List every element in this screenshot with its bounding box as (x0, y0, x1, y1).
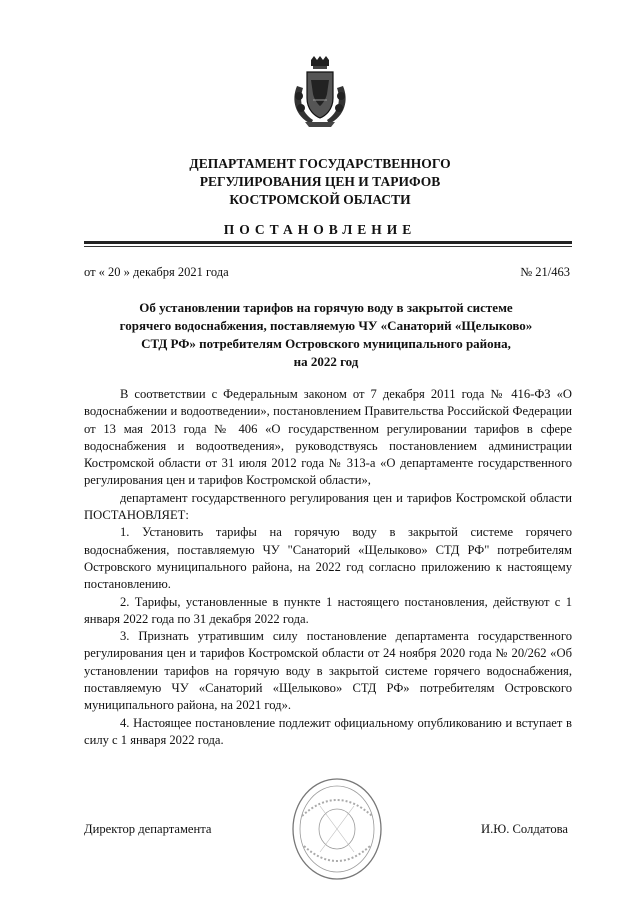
department-name (0, 155, 640, 209)
title-line: СТД РФ» потребителям Островского муниципального района, (141, 336, 511, 351)
paragraph-preamble: В соответствии с Федеральным законом от 7 декабря 2011 года № 416-ФЗ «О водоснабжении и водоотведении», постановлением Правительства Российской Федерации от 13 мая 2013 года № 406 «О государственном регулировании тарифов в сфере водоснабжения и водоотведения», руководствуясь постановлением администрации Костромской области от 31 июля 2012 года № 313-а «О департаменте государственного регулирования цен и тарифов Костромской области», (84, 387, 572, 488)
department-line: КОСТРОМСКОЙ ОБЛАСТИ (229, 192, 411, 207)
header-divider-thick (84, 241, 572, 244)
signatory-position: Директор департамента (84, 822, 212, 836)
paragraph-item-3: 3. Признать утратившим силу постановление департамента государственного регулирования цен и тарифов Костромской области от 24 ноября 2020 года № 20/262 «Об установлении тарифов на горячую воду в закрытой системе горячего водоснабжения, поставляемую ЧУ «Санаторий «Щелыково» СТД РФ» потребителям Островского муниципального района, на 2021 год». (84, 629, 572, 713)
paragraph-item-1: 1. Установить тарифы на горячую воду в закрытой системе горячего водоснабжения, поставляемую ЧУ "Санаторий «Щелыково» СТД РФ" потребителям Островского муниципального района, на 2022 год согласно приложению к настоящему постановлению. (84, 525, 572, 592)
title-line: Об установлении тарифов на горячую воду в закрытой системе (139, 300, 513, 315)
document-date: от « 20 » декабря 2021 года (84, 265, 229, 279)
coat-of-arms-icon (291, 56, 349, 128)
official-stamp-icon (290, 776, 384, 882)
header-divider-thin (84, 246, 572, 247)
department-line: РЕГУЛИРОВАНИЯ ЦЕН И ТАРИФОВ (199, 174, 441, 189)
paragraph-resolves: департамент государственного регулирования цен и тарифов Костромской области ПОСТАНОВЛЯЕТ: (84, 490, 572, 523)
document-title (80, 299, 572, 371)
title-line: на 2022 год (293, 354, 359, 369)
document-type: ПОСТАНОВЛЕНИЕ (223, 222, 417, 237)
signatory-name: И.Ю. Солдатова (481, 822, 568, 836)
paragraph-item-2: 2. Тарифы, установленные в пункте 1 настоящего постановления, действуют с 1 января 2022 года по 31 декабря 2022 года. (84, 594, 572, 626)
department-line: ДЕПАРТАМЕНТ ГОСУДАРСТВЕННОГО (189, 156, 451, 171)
title-line: горячего водоснабжения, поставляемую ЧУ «Санаторий «Щелыково» (119, 318, 533, 333)
document-number: № 21/463 (520, 265, 570, 279)
document-body (84, 386, 572, 749)
paragraph-item-4: 4. Настоящее постановление подлежит официальному опубликованию и вступает в силу с 1 января 2022 года. (84, 715, 572, 747)
